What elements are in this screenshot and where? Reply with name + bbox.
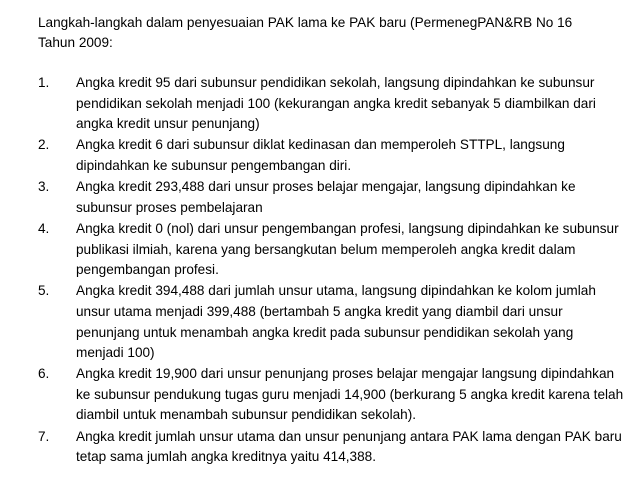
steps-list [38,73,624,468]
list-item [38,427,624,468]
list-item [38,281,624,363]
list-item [38,73,624,135]
step-number: 7. [38,428,50,444]
step-text: Angka kredit 19,900 dari unsur penunjang proses belajar mengajar langsung dipindahkan ke subunsur pendukung tugas guru menjadi 14,900 (berkurang 5 angka kredit karena telah diambil untuk menambah subunsur pendidikan sekolah). [76,366,624,423]
list-item [38,364,624,426]
step-number: 4. [38,220,50,236]
intro-paragraph: Langkah-langkah dalam penyesuaian PAK lama ke PAK baru (PermenegPAN&RB No 16 Tahun 2009: [38,15,573,50]
step-text: Angka kredit 293,488 dari unsur proses belajar mengajar, langsung dipindahkan ke subunsur proses pembelajaran [76,179,576,215]
list-item [38,135,624,176]
step-number: 6. [38,366,50,382]
step-text: Angka kredit 6 dari subunsur diklat kedinasan dan memperoleh STTPL, langsung dipindahkan ke subunsur pengembangan diri. [76,137,565,173]
step-number: 3. [38,179,50,195]
step-number: 5. [38,283,50,299]
step-text: Angka kredit jumlah unsur utama dan unsur penunjang antara PAK lama dengan PAK baru tetap sama jumlah angka kreditnya yaitu 414,388. [76,428,622,465]
step-text: Angka kredit 95 dari subunsur pendidikan sekolah, langsung dipindahkan ke subunsur pendidikan sekolah menjadi 100 (kekurangan angka kredit sebanyak 5 diambilkan dari angka kredit unsur penunjang) [76,75,596,132]
step-text: Angka kredit 0 (nol) dari unsur pengembangan profesi, langsung dipindahkan ke subunsur publikasi ilmiah, karena yang bersangkutan belum memperoleh angka kredit dalam pengembangan profesi. [76,220,619,278]
step-number: 1. [38,75,50,90]
step-number: 2. [38,137,50,153]
list-item [38,177,624,218]
list-item [38,219,624,281]
step-text: Angka kredit 394,488 dari jumlah unsur utama, langsung dipindahkan ke kolom jumlah unsur utama menjadi 399,488 (bertambah 5 angka kredit yang diambil dari unsur penunjang untuk menambah angka kredit pada subunsur pendidikan sekolah yang menjadi 100) [76,283,596,361]
